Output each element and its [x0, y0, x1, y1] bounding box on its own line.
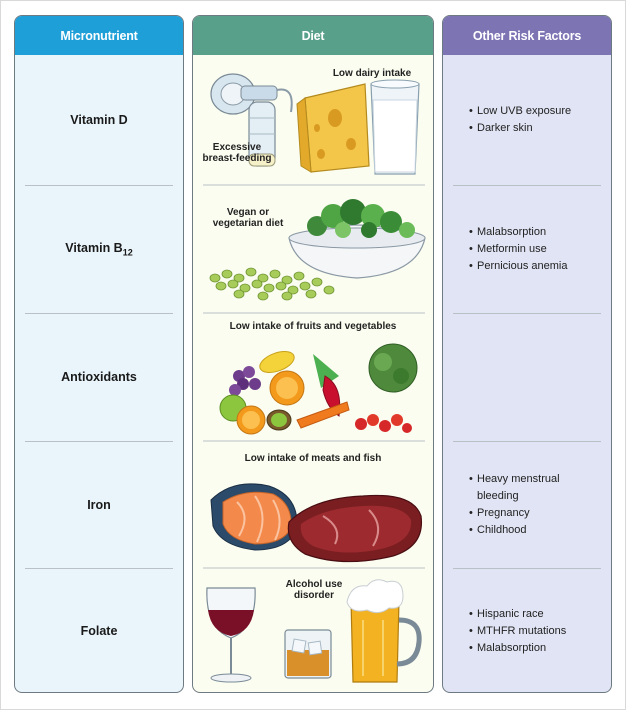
whiskey-glass-icon — [285, 630, 331, 678]
diet-label: Low intake of meats and fish — [244, 453, 382, 464]
risk-item: • Childhood — [469, 522, 593, 539]
diet-label: Alcohol use disorder — [285, 579, 343, 601]
micronutrient-label — [65, 241, 132, 258]
risk-item: • Darker skin — [469, 120, 571, 137]
risk-list — [443, 103, 571, 137]
diet-label: Excessive breast-feeding — [202, 142, 272, 164]
wine-glass-icon — [207, 588, 255, 682]
micronutrient-label: Antioxidants — [61, 370, 137, 384]
risk-item: • Heavy menstrual bleeding — [469, 471, 593, 505]
risk-item: • Pregnancy — [469, 505, 593, 522]
micronutrient-row — [15, 441, 183, 568]
salmon-icon — [211, 484, 297, 550]
risk-row — [443, 568, 611, 693]
risk-item: • MTHFR mutations — [469, 623, 566, 640]
cheese-icon — [297, 84, 369, 172]
salad-bowl-icon — [289, 199, 425, 278]
risk-column — [442, 15, 612, 693]
diet-label: Low dairy intake — [332, 68, 412, 79]
risk-item: • Pernicious anemia — [469, 258, 568, 275]
beans-icon — [210, 268, 334, 300]
micronutrient-row — [15, 55, 183, 185]
risk-header: Other Risk Factors — [443, 16, 611, 55]
diet-label: Vegan or vegetarian diet — [212, 207, 284, 229]
beef-icon — [288, 495, 421, 561]
risk-item: • Hispanic race — [469, 606, 566, 623]
fruits-vegetables-icon — [220, 344, 417, 434]
micronutrient-label: Iron — [87, 497, 111, 512]
risk-list — [443, 224, 568, 275]
risk-item: • Low UVB exposure — [469, 103, 571, 120]
risk-row — [443, 313, 611, 441]
micronutrient-column — [14, 15, 184, 693]
risk-row — [443, 441, 611, 568]
diet-header: Diet — [193, 16, 433, 55]
beer-mug-icon — [347, 580, 419, 682]
risk-list — [443, 471, 593, 539]
micronutrient-label-base: Vitamin B — [65, 240, 123, 255]
risk-item: • Metformin use — [469, 241, 568, 258]
diet-label: Low intake of fruits and vegetables — [229, 321, 397, 332]
diet-column — [192, 15, 434, 693]
risk-list — [443, 606, 566, 657]
micronutrient-header: Micronutrient — [15, 16, 183, 55]
milk-glass-icon — [371, 80, 419, 174]
micronutrient-row — [15, 568, 183, 693]
micronutrient-row — [15, 313, 183, 441]
risk-row — [443, 55, 611, 185]
micronutrient-row — [15, 185, 183, 313]
micronutrient-label: Folate — [80, 624, 118, 638]
risk-item: • Malabsorption — [469, 640, 566, 657]
risk-row — [443, 185, 611, 313]
risk-item: • Malabsorption — [469, 224, 568, 241]
micronutrient-label: Vitamin D — [70, 113, 128, 127]
micronutrient-label-subscript: 12 — [122, 247, 133, 258]
